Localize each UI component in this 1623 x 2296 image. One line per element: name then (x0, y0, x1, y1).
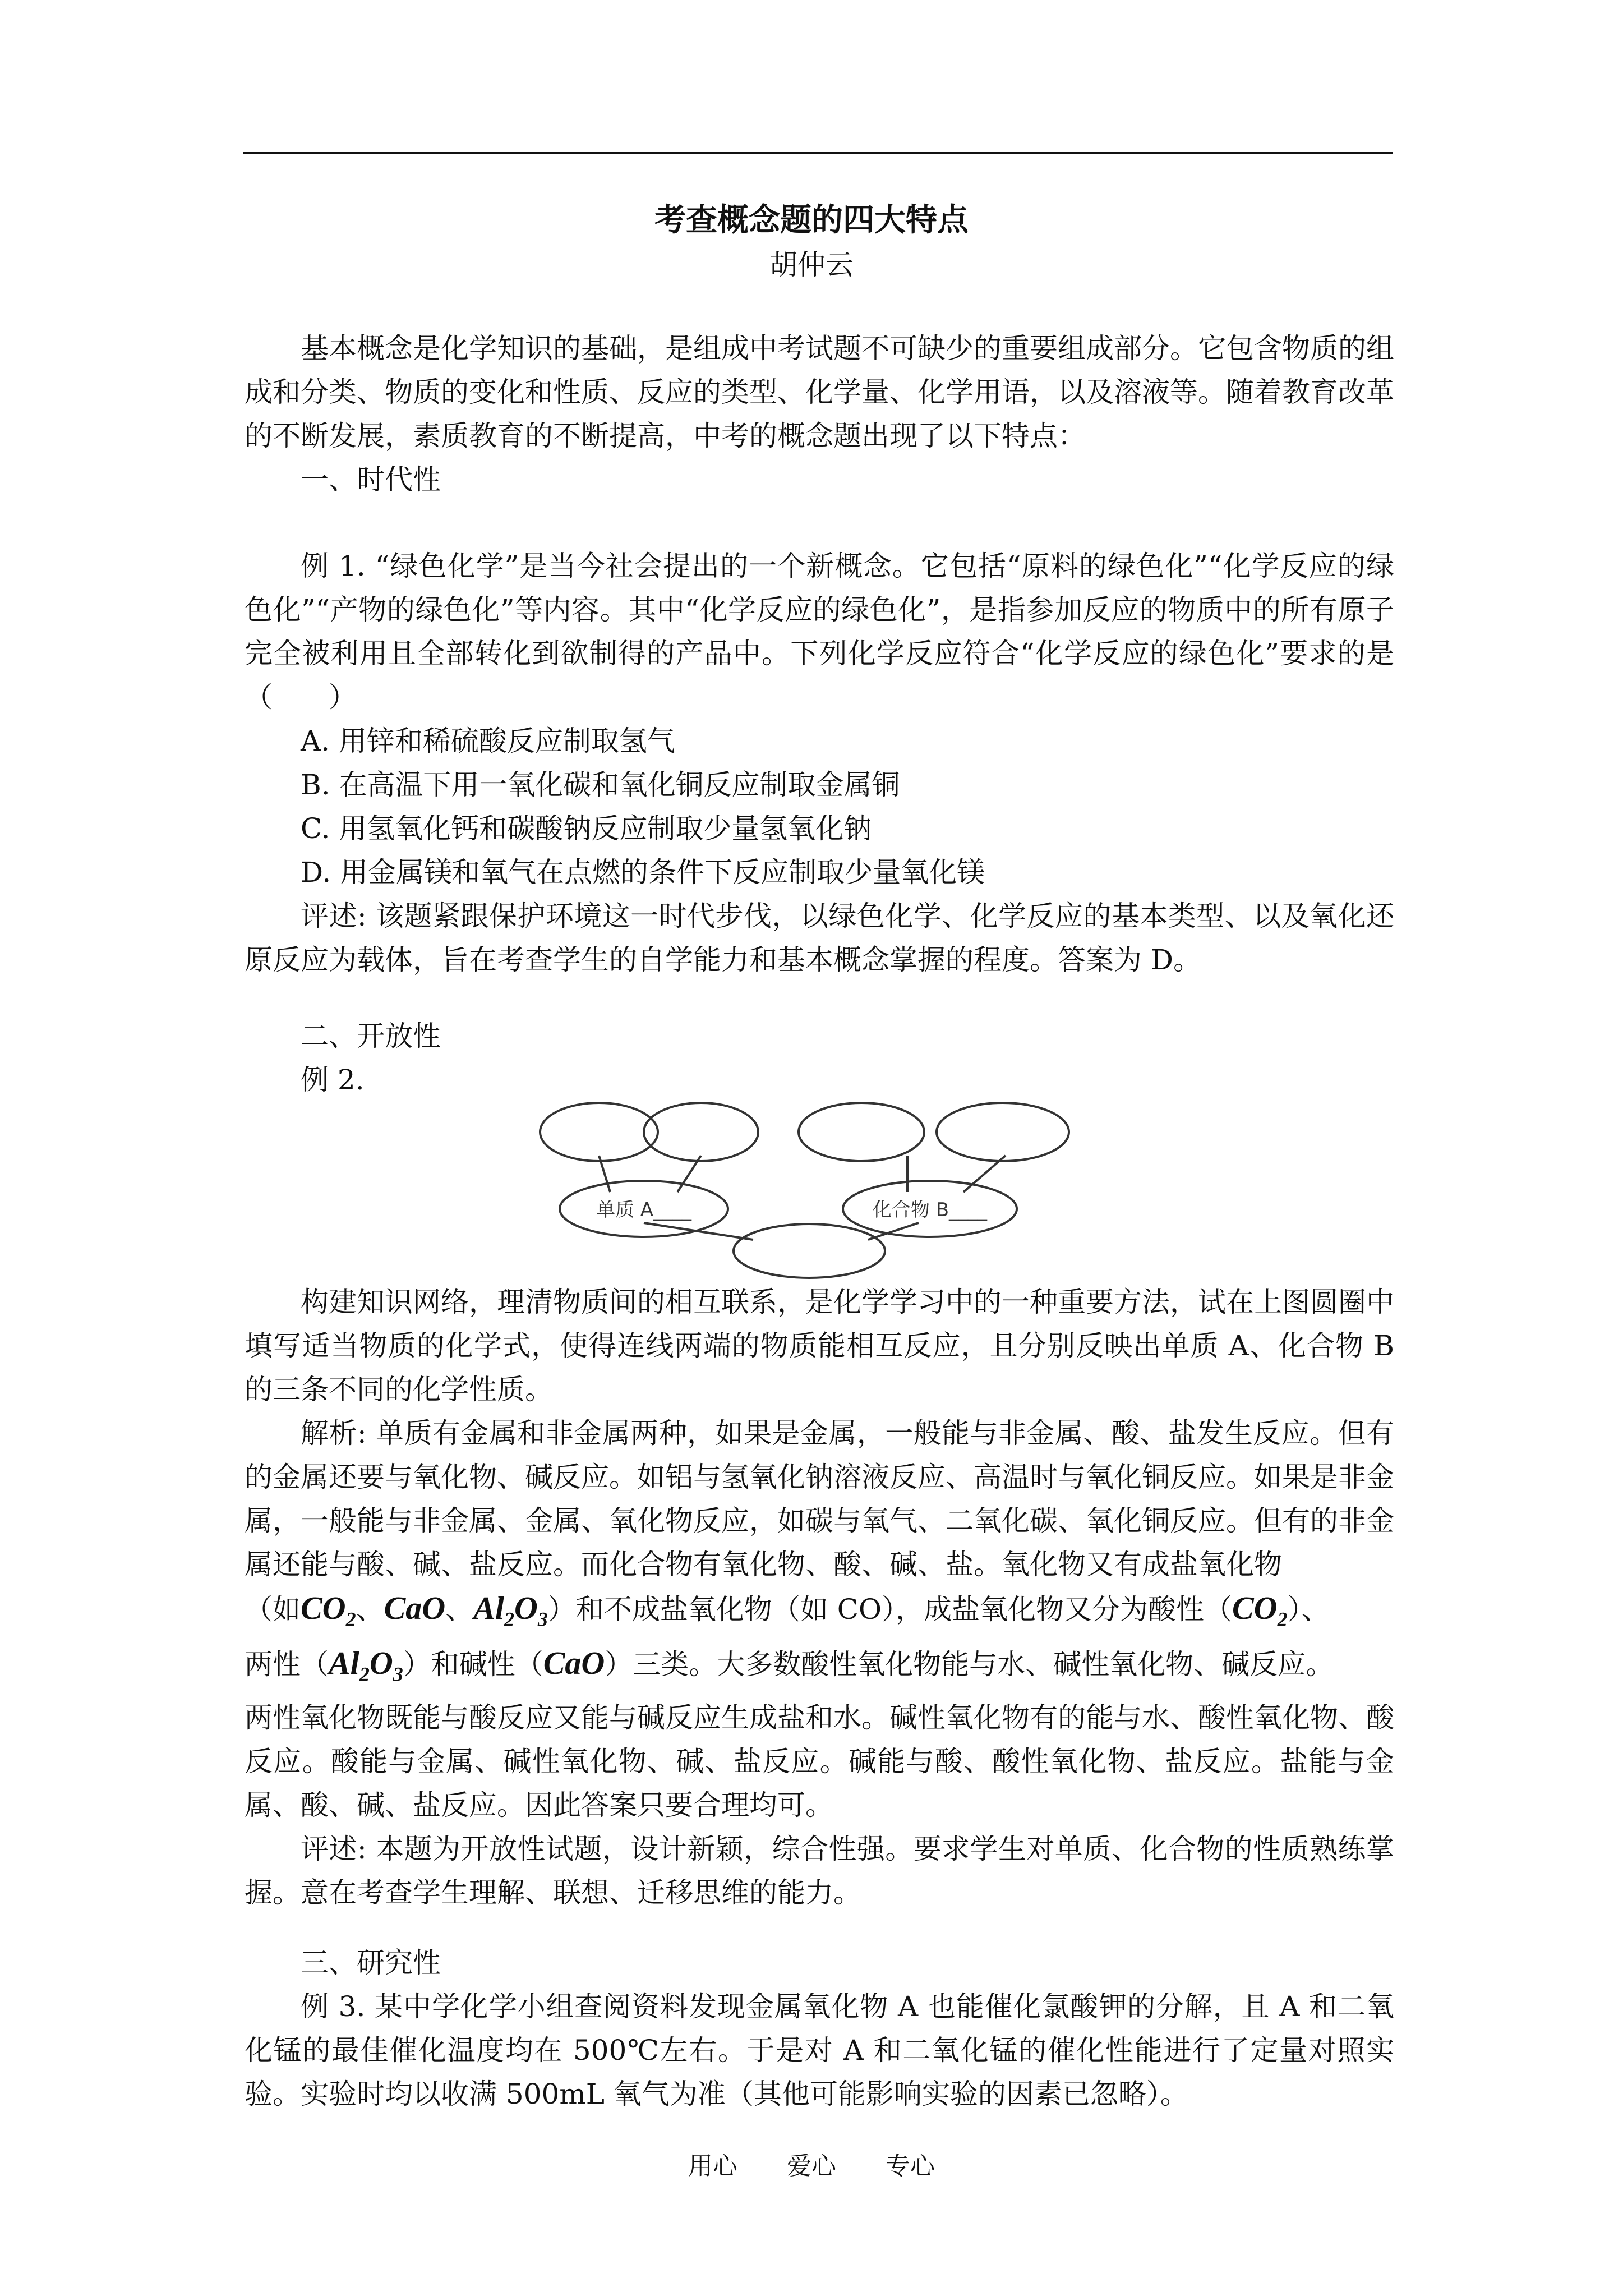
formula-al2o3: $Al_2O_3$ (329, 1644, 403, 1686)
text-run: ）和碱性（ (403, 1648, 543, 1681)
blank-circle (734, 1224, 885, 1278)
option-b: B. 在高温下用一氧化碳和氧化铜反应制取金属铜 (301, 769, 900, 801)
text-run: ）三类。大多数酸性氧化物能与水、碱性氧化物、碱反应。 (605, 1648, 1334, 1681)
section-heading-3: 三、研究性 (301, 1947, 441, 1979)
formula-al2o3: $Al_2O_3$ (473, 1590, 548, 1631)
option-a: A. 用锌和稀硫酸反应制取氢气 (301, 725, 675, 757)
intro-block (245, 326, 1394, 501)
example-3-question: 例 3. 某中学化学小组查阅资料发现金属氧化物 A 也能催化氯酸钾的分解，且 A 和二氧化锰的最佳催化温度均在 500℃左右。于是对 A 和二氧化锰的催化性能进行了定量对照实验。实验时均以收满 500mL 氧气为准（其他可能影响实验的因素已忽略）。 (245, 1990, 1394, 2110)
author: 胡仲云 (769, 249, 854, 281)
section-2-header (245, 1014, 1394, 1102)
label-substance-a: 单质 A____ (596, 1199, 692, 1221)
option-c: C. 用氢氧化钙和碳酸钠反应制取少量氢氧化钠 (301, 812, 872, 845)
text-run: ）和不成盐氧化物（如 CO），成盐氧化物又分为酸性（ (547, 1593, 1232, 1626)
example-2-analysis-2: 两性氧化物既能与酸反应又能与碱反应生成盐和水。碱性氧化物有的能与水、酸性氧化物、酸反应。酸能与金属、碱性氧化物、碱、盐反应。碱能与酸、酸性氧化物、盐反应。盐能与金属、酸、碱、盐反应。因此答案只要合理均可。 (245, 1701, 1394, 1822)
section-3 (245, 1941, 1394, 2116)
text-run: ）、 (1287, 1593, 1330, 1626)
intro-paragraph: 基本概念是化学知识的基础，是组成中考试题不可缺少的重要组成部分。它包含物质的组成和分类、物质的变化和性质、反应的类型、化学量、化学用语，以及溶液等。随着教育改革的不断发展，素质教育的不断提高，中考的概念题出现了以下特点： (245, 332, 1394, 452)
text-run: 、 (356, 1593, 384, 1626)
label-compound-b: 化合物 B____ (872, 1199, 988, 1221)
example-2-question: 构建知识网络，理清物质间的相互联系，是化学学习中的一种重要方法，试在上图圆圈中填写适当物质的化学式，使得连线两端的物质能相互反应，且分别反映出单质 A、化合物 B 的三条不同的化学性质。 (245, 1286, 1394, 1406)
blank-circle (644, 1103, 758, 1161)
page-title: 考查概念题的四大特点 (654, 201, 969, 238)
text-run: （如 (245, 1593, 301, 1626)
section-2-body (245, 1280, 1394, 1915)
header-rule (243, 152, 1393, 154)
formula-cao: CaO (384, 1590, 446, 1626)
formula-co2: $CO_2$ (1232, 1590, 1288, 1631)
example-1-comment: 评述: 该题紧跟保护环境这一时代步伐，以绿色化学、化学反应的基本类型、以及氧化还原反应为载体，旨在考查学生的自学能力和基本概念掌握的程度。答案为 D。 (245, 900, 1394, 976)
blank-circle (937, 1103, 1069, 1161)
formula-cao: CaO (543, 1644, 605, 1681)
section-1 (245, 544, 1394, 982)
example-2-comment: 评述: 本题为开放性试题，设计新颖，综合性强。要求学生对单质、化合物的性质熟练掌握。意在考查学生理解、联想、迁移思维的能力。 (245, 1833, 1394, 1910)
text-run: 、 (445, 1593, 474, 1626)
analysis-formula-line-1 (245, 1586, 1394, 1641)
knowledge-network-diagram (537, 1099, 1092, 1279)
section-heading-2: 二、开放性 (301, 1020, 441, 1052)
blank-circle (540, 1103, 658, 1161)
analysis-formula-line-2 (245, 1641, 1394, 1696)
blank-circle (799, 1103, 924, 1161)
example-2-label: 例 2. (301, 1064, 365, 1096)
option-d: D. 用金属镁和氧气在点燃的条件下反应制取少量氧化镁 (301, 856, 985, 889)
example-2-analysis-1: 解析: 单质有金属和非金属两种，如果是金属，一般能与非金属、酸、盐发生反应。但有的金属还要与氧化物、碱反应。如铝与氢氧化钠溶液反应、高温时与氧化铜反应。如果是非金属，一般能与非金属、金属、氧化物反应，如碳与氧气、二氧化碳、氧化铜反应。但有的非金属还能与酸、碱、盐反应。而化合物有氧化物、酸、碱、盐。氧化物又有成盐氧化物 (245, 1417, 1394, 1581)
text-run: 两性（ (245, 1648, 329, 1681)
formula-co2: $CO_2$ (301, 1590, 356, 1631)
example-1-question: 例 1. “绿色化学”是当今社会提出的一个新概念。它包括“原料的绿色化”“化学反应的绿色化”“产物的绿色化”等内容。其中“化学反应的绿色化”，是指参加反应的物质中的所有原子完全被利用且全部转化到欲制得的产品中。下列化学反应符合“化学反应的绿色化”要求的是（ ） (245, 550, 1394, 714)
section-heading-1: 一、时代性 (301, 463, 441, 496)
page-footer: 用心 爱心 专心 (688, 2152, 935, 2180)
